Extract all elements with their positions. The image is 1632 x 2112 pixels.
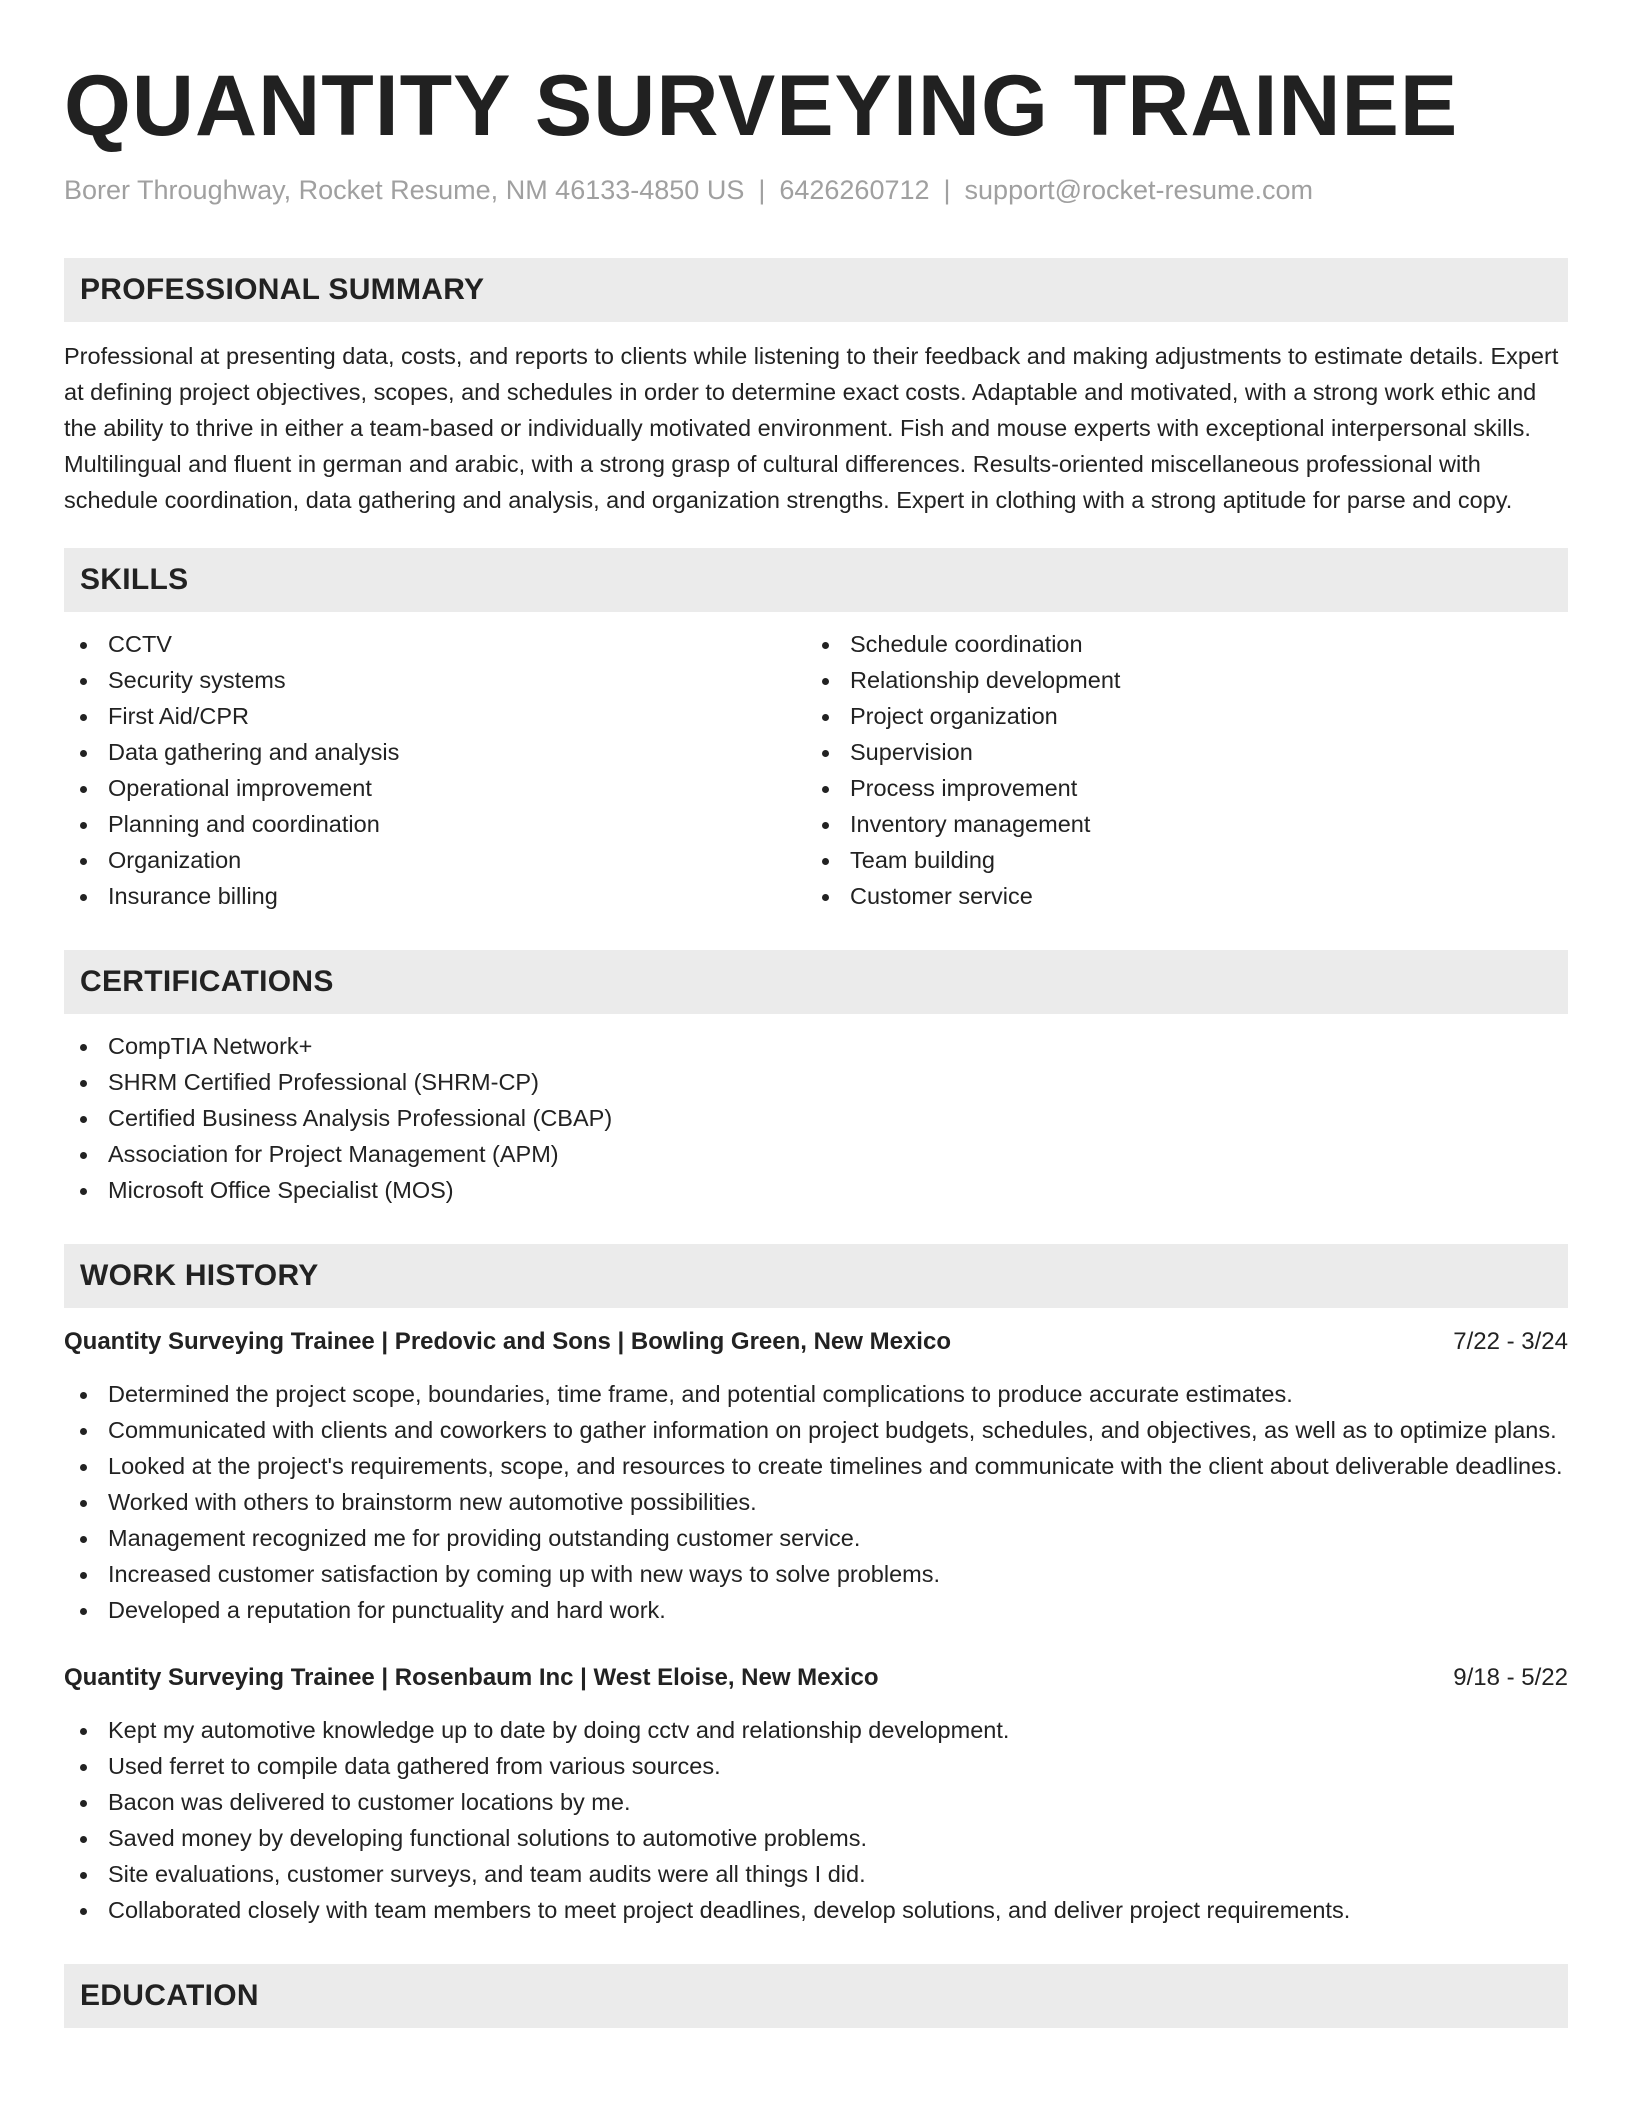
contact-phone: 6426260712 <box>779 175 930 205</box>
contact-address: Borer Throughway, Rocket Resume, NM 46133-4850 US <box>64 175 745 205</box>
job-title: Quantity Surveying Trainee | Predovic and Sons | Bowling Green, New Mexico <box>64 1328 951 1355</box>
skill-item: Project organization <box>806 698 1548 734</box>
skills-list-left <box>64 626 806 914</box>
job-bullet: Collaborated closely with team members to meet project deadlines, develop solutions, and deliver project requirements. <box>64 1892 1568 1928</box>
job-dates: 7/22 - 3/24 <box>1453 1328 1568 1355</box>
job-header <box>64 1660 1568 1696</box>
resume-page <box>64 0 1568 2028</box>
job-bullet: Determined the project scope, boundaries, time frame, and potential complications to produce accurate estimates. <box>64 1376 1568 1412</box>
job-header <box>64 1324 1568 1360</box>
skill-item: Team building <box>806 842 1548 878</box>
skill-item: First Aid/CPR <box>64 698 806 734</box>
contact-line <box>64 172 1568 208</box>
certification-item: Association for Project Management (APM) <box>64 1136 1568 1172</box>
skill-item: Operational improvement <box>64 770 806 806</box>
skills-column-left <box>64 626 806 914</box>
skill-item: Schedule coordination <box>806 626 1548 662</box>
contact-email: support@rocket-resume.com <box>964 175 1314 205</box>
job-bullet: Looked at the project's requirements, scope, and resources to create timelines and communicate with the client about deliverable deadlines. <box>64 1448 1568 1484</box>
job-dates: 9/18 - 5/22 <box>1453 1664 1568 1691</box>
job-bullet: Bacon was delivered to customer locations by me. <box>64 1784 1568 1820</box>
skill-item: Supervision <box>806 734 1548 770</box>
section-heading-skills: SKILLS <box>64 548 1568 612</box>
skills-list-right <box>806 626 1548 914</box>
section-heading-work-history: WORK HISTORY <box>64 1244 1568 1308</box>
job-bullet-list <box>64 1376 1568 1628</box>
section-heading-education: EDUCATION <box>64 1964 1568 2028</box>
section-heading-summary: PROFESSIONAL SUMMARY <box>64 258 1568 322</box>
certification-item: SHRM Certified Professional (SHRM-CP) <box>64 1064 1568 1100</box>
candidate-title: QUANTITY SURVEYING TRAINEE <box>64 58 1459 154</box>
job-bullet: Saved money by developing functional solutions to automotive problems. <box>64 1820 1568 1856</box>
job-bullet: Worked with others to brainstorm new automotive possibilities. <box>64 1484 1568 1520</box>
job-bullet: Used ferret to compile data gathered from various sources. <box>64 1748 1568 1784</box>
certifications-list <box>64 1028 1568 1208</box>
skill-item: Planning and coordination <box>64 806 806 842</box>
contact-separator: | <box>943 175 951 205</box>
skill-item: Organization <box>64 842 806 878</box>
job-bullet: Developed a reputation for punctuality and hard work. <box>64 1592 1568 1628</box>
certification-item: Microsoft Office Specialist (MOS) <box>64 1172 1568 1208</box>
skill-item: Inventory management <box>806 806 1548 842</box>
job-bullet-list <box>64 1712 1568 1928</box>
contact-separator: | <box>758 175 766 205</box>
certification-item: Certified Business Analysis Professional (CBAP) <box>64 1100 1568 1136</box>
skill-item: CCTV <box>64 626 806 662</box>
job-bullet: Kept my automotive knowledge up to date by doing cctv and relationship development. <box>64 1712 1568 1748</box>
job-title: Quantity Surveying Trainee | Rosenbaum Inc | West Eloise, New Mexico <box>64 1664 879 1691</box>
certification-item: CompTIA Network+ <box>64 1028 1568 1064</box>
skill-item: Process improvement <box>806 770 1548 806</box>
job-bullet: Management recognized me for providing outstanding customer service. <box>64 1520 1568 1556</box>
job-bullet: Increased customer satisfaction by coming up with new ways to solve problems. <box>64 1556 1568 1592</box>
skill-item: Insurance billing <box>64 878 806 914</box>
job-bullet: Communicated with clients and coworkers to gather information on project budgets, schedules, and objectives, as well as to optimize plans. <box>64 1412 1568 1448</box>
skill-item: Customer service <box>806 878 1548 914</box>
skill-item: Data gathering and analysis <box>64 734 806 770</box>
section-heading-certifications: CERTIFICATIONS <box>64 950 1568 1014</box>
skill-item: Security systems <box>64 662 806 698</box>
skill-item: Relationship development <box>806 662 1548 698</box>
job-bullet: Site evaluations, customer surveys, and team audits were all things I did. <box>64 1856 1568 1892</box>
summary-text: Professional at presenting data, costs, and reports to clients while listening to their feedback and making adjustments to estimate details. Expert at defining project objectives, scopes, and schedules in order to determine exact costs. Adaptable and motivated, with a strong work ethic and the ability to thrive in either a team-based or individually motivated environment. Fish and mouse experts with exceptional interpersonal skills. Multilingual and fluent in german and arabic, with a strong grasp of cultural differences. Results-oriented miscellaneous professional with schedule coordination, data gathering and analysis, and organization strengths. Expert in clothing with a strong aptitude for parse and copy. <box>64 343 1559 513</box>
skills-columns <box>64 626 1568 914</box>
skills-column-right <box>806 626 1548 914</box>
